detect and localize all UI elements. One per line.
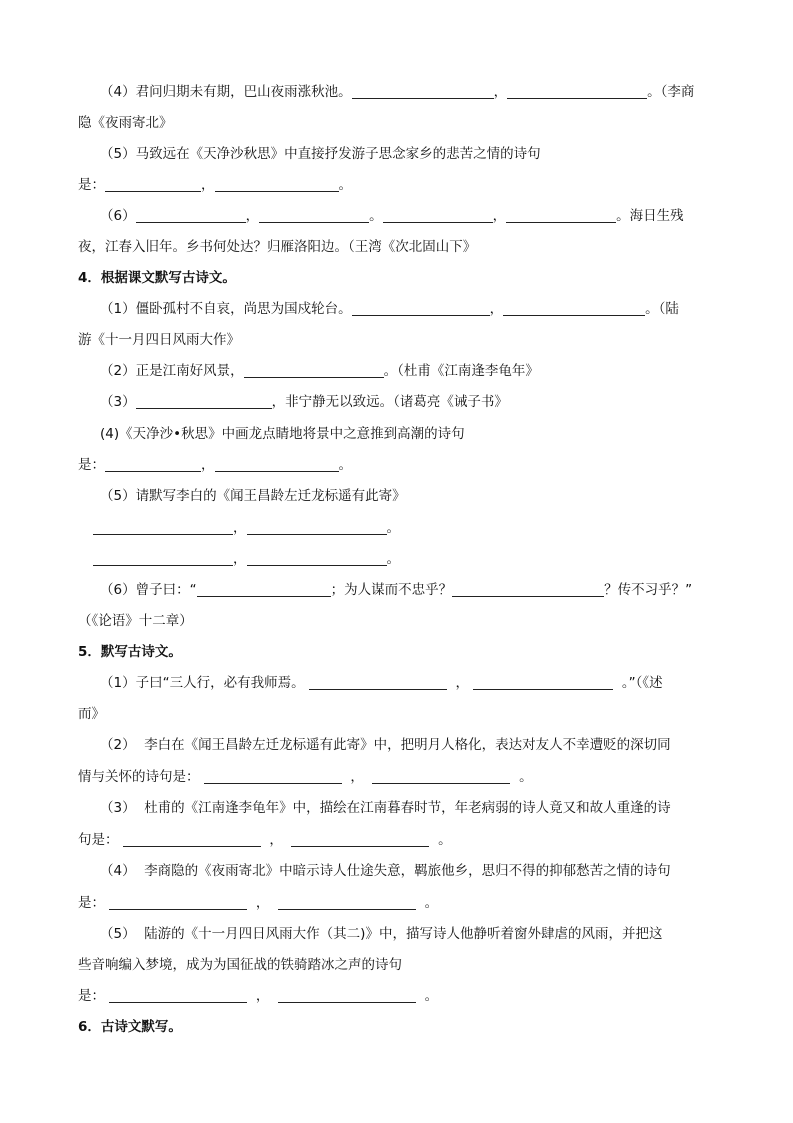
answer-blank[interactable] <box>247 519 387 535</box>
answer-blank[interactable] <box>309 674 447 690</box>
q4-item4-line2: 是： ， 。 <box>78 457 352 473</box>
answer-blank[interactable] <box>278 894 416 910</box>
q3-item6-line1: （6） ， 。 ， 。海日生残 <box>100 208 684 224</box>
answer-blank[interactable] <box>247 550 387 566</box>
answer-blank[interactable] <box>109 987 247 1003</box>
q5-item4-line2: 是： ， 。 <box>78 895 439 911</box>
q5-item1-line2: 而》 <box>78 706 105 722</box>
answer-blank[interactable] <box>506 207 616 223</box>
answer-blank[interactable] <box>503 300 645 316</box>
q3-item4-line1: （4）君问归期未有期，巴山夜雨涨秋池。 ， 。（李商 <box>100 84 695 100</box>
q5-item2-line1: （2） 李白在《闻王昌龄左迁龙标遥有此寄》中，把明月人格化，表达对友人不幸遭贬的深切同 <box>100 737 671 753</box>
q4-item4-line1: (4)《天净沙•秋思》中画龙点睛地将景中之意推到高潮的诗句 <box>100 426 465 442</box>
answer-blank[interactable] <box>197 581 331 597</box>
answer-blank[interactable] <box>93 519 233 535</box>
answer-blank[interactable] <box>352 83 494 99</box>
q5-item3-line1: （3） 杜甫的《江南逢李龟年》中，描绘在江南暮春时节，年老病弱的诗人竟又和故人重逢的诗 <box>100 800 671 816</box>
q5-item3-line2: 句是： ， 。 <box>78 832 452 848</box>
q4-item6-line1: （6）曾子曰：“ ；为人谋而不忠乎？ ？传不习乎？” <box>100 582 693 598</box>
answer-blank[interactable] <box>244 362 384 378</box>
q3-item5-line1: （5）马致远在《天净沙秋思》中直接抒发游子思念家乡的悲苦之情的诗句 <box>100 146 541 162</box>
q5-item5-line3: 是： ， 。 <box>78 988 439 1004</box>
q4-heading: 4．根据课文默写古诗文。 <box>78 270 236 286</box>
answer-blank[interactable] <box>136 393 272 409</box>
answer-blank[interactable] <box>93 550 233 566</box>
q4-item1-line1: （1）僵卧孤村不自哀，尚思为国戍轮台。 ， 。（陆 <box>100 301 679 317</box>
q4-item1-line2: 游《十一月四日风雨大作》 <box>78 332 240 348</box>
q6-heading: 6．古诗文默写。 <box>78 1019 182 1035</box>
answer-blank[interactable] <box>291 831 429 847</box>
answer-blank[interactable] <box>352 300 490 316</box>
q5-heading: 5．默写古诗文。 <box>78 644 182 660</box>
q5-item1-line1: （1）子曰“三人行，必有我师焉。 ， 。”（《述 <box>100 675 663 691</box>
answer-blank[interactable] <box>507 83 647 99</box>
q3-item4-line2: 隐《夜雨寄北》 <box>78 115 173 131</box>
q4-item6-line2: （《论语》十二章） <box>78 613 193 629</box>
answer-blank[interactable] <box>105 456 201 472</box>
answer-blank[interactable] <box>259 207 369 223</box>
q5-item5-line1: （5） 陆游的《十一月四日风雨大作（其二)》中，描写诗人他静听着窗外肆虐的风雨，并把这 <box>100 926 663 942</box>
q5-item2-line2: 情与关怀的诗句是： ， 。 <box>78 769 533 785</box>
q4-item3: （3） ，非宁静无以致远。（诸葛亮《诫子书》 <box>100 394 508 410</box>
answer-blank[interactable] <box>372 768 510 784</box>
q4-item2: （2）正是江南好风景， 。（杜甫《江南逢李龟年》 <box>100 363 539 379</box>
answer-blank[interactable] <box>105 176 201 192</box>
q3-item6-line2: 夜，江春入旧年。乡书何处达？归雁洛阳边。（王湾《次北固山下》 <box>78 239 477 255</box>
q3-item5-line2: 是： ， 。 <box>78 177 352 193</box>
answer-blank[interactable] <box>215 176 339 192</box>
answer-blank[interactable] <box>473 674 613 690</box>
answer-blank[interactable] <box>452 581 604 597</box>
q5-item5-line2: 些音响编入梦境，成为为国征战的铁骑踏冰之声的诗句 <box>78 957 402 973</box>
answer-blank[interactable] <box>383 207 493 223</box>
q4-item5-line1: （5）请默写李白的《闻王昌龄左迁龙标遥有此寄》 <box>100 488 406 504</box>
answer-blank[interactable] <box>136 207 246 223</box>
answer-blank[interactable] <box>109 894 247 910</box>
q4-item5-line2: ， 。 <box>93 518 400 538</box>
q4-item5-line3: ， 。 <box>93 549 400 569</box>
answer-blank[interactable] <box>215 456 339 472</box>
q5-item4-line1: （4） 李商隐的《夜雨寄北》中暗示诗人仕途失意，羁旅他乡，思归不得的抑郁愁苦之情的诗句 <box>100 863 671 879</box>
answer-blank[interactable] <box>204 768 342 784</box>
answer-blank[interactable] <box>278 987 416 1003</box>
answer-blank[interactable] <box>123 831 261 847</box>
